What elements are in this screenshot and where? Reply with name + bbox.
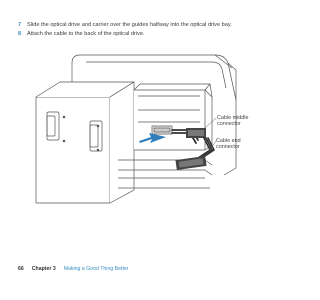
chapter-title-link[interactable]: Making a Good Thing Better	[63, 266, 129, 272]
page-number: 66	[18, 266, 24, 272]
chapter-label: Chapter 3	[31, 266, 56, 272]
step-text: Slide the optical drive and carrier over the guides halfway into the optical drive bay.	[27, 22, 232, 28]
callout-line: Cable middle	[217, 115, 249, 121]
step-8	[18, 30, 288, 39]
step-number: 8	[18, 30, 22, 37]
callout-line: connector	[216, 144, 240, 151]
page-footer	[18, 266, 129, 272]
step-text: Attach the cable to the back of the optical drive.	[27, 30, 145, 37]
instruction-steps	[18, 21, 288, 38]
callout-cable-end-connector	[216, 138, 241, 151]
callout-cable-middle-connector	[217, 115, 248, 128]
step-number: 7	[18, 22, 22, 28]
optical-drive-illustration	[0, 40, 300, 235]
callout-line: connector	[217, 121, 241, 128]
callout-line: Cable end	[216, 138, 241, 144]
step-7	[18, 21, 288, 30]
